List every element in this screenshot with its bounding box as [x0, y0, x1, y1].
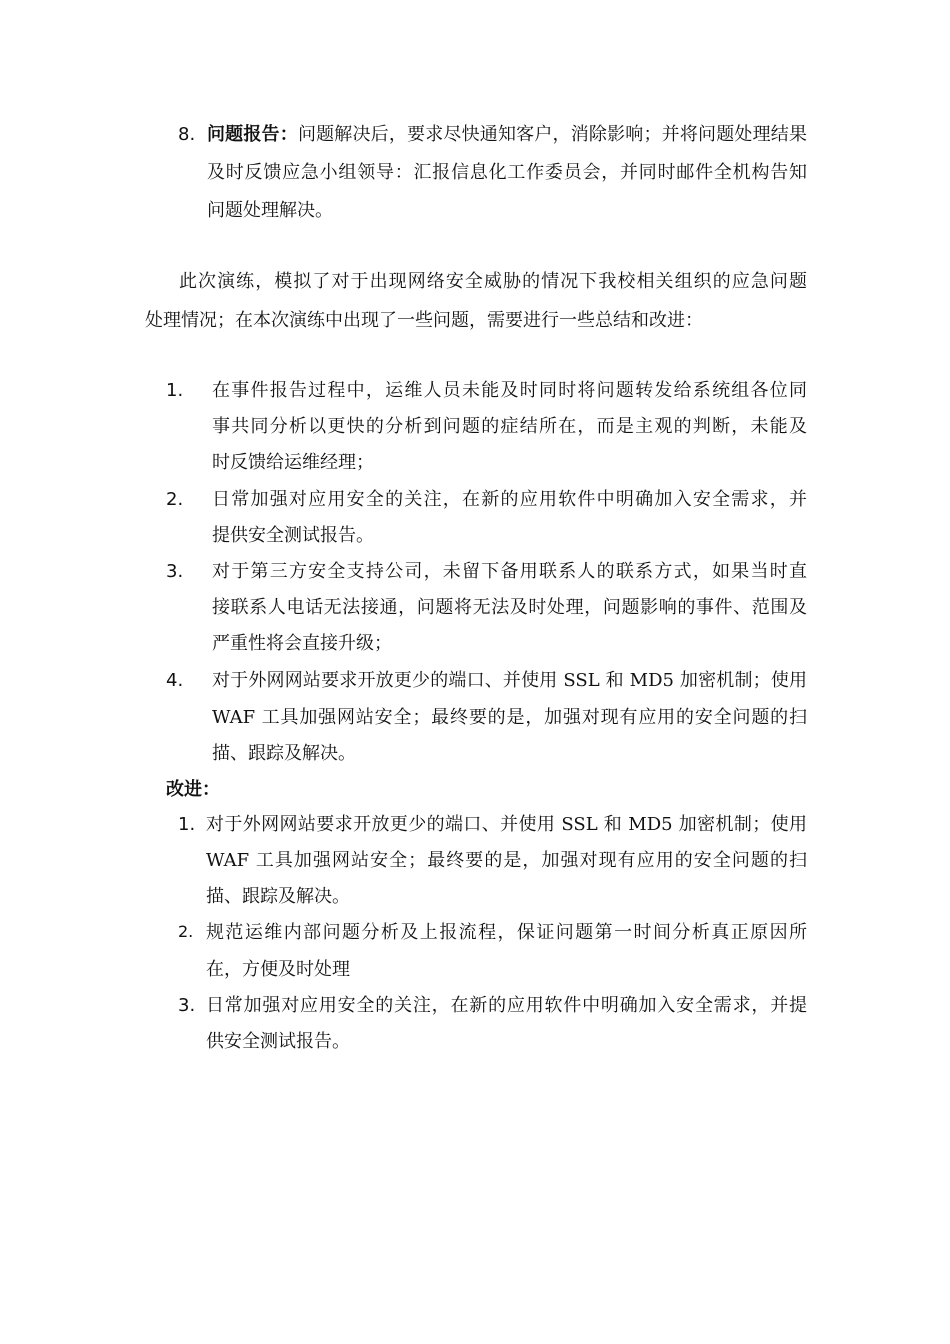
item-8-line-2: 及时反馈应急小组领导：汇报信息化工作委员会，并同时邮件全机构告知	[207, 162, 807, 183]
item-8-title: 问题报告：	[207, 124, 298, 145]
issue-1-line-2: 事共同分析以更快的分析到问题的症结所在，而是主观的判断，未能及	[212, 416, 807, 437]
issue-4-line-2: WAF 工具加强网站安全；最终要的是，加强对现有应用的安全问题的扫	[212, 707, 807, 728]
improvement-2-line-1: 规范运维内部问题分析及上报流程，保证问题第一时间分析真正原因所	[206, 922, 807, 943]
improvement-1-number: 1.	[178, 814, 196, 835]
issue-1-line-3: 时反馈给运维经理；	[212, 452, 374, 473]
issue-2-line-2: 提供安全测试报告。	[212, 525, 374, 546]
improvement-3-line-1: 日常加强对应用安全的关注，在新的应用软件中明确加入安全需求，并提	[206, 995, 807, 1016]
improvement-2-line-2: 在，方便及时处理	[206, 959, 350, 980]
issue-4-line-3: 描、跟踪及解决。	[212, 743, 356, 764]
improvement-3-number: 3.	[178, 995, 196, 1016]
issue-4-number: 4.	[166, 670, 184, 691]
improvement-3-line-2: 供安全测试报告。	[206, 1031, 350, 1052]
item-8-text-1: 问题解决后，要求尽快通知客户，消除影响；并将问题处理结果	[297, 124, 807, 145]
improvements-heading: 改进：	[166, 779, 220, 800]
issue-1-line-1: 在事件报告过程中，运维人员未能及时同时将问题转发给系统组各位同	[212, 380, 807, 401]
issue-3-line-1: 对于第三方安全支持公司，未留下备用联系人的联系方式，如果当时直	[212, 561, 807, 582]
improvement-1-line-3: 描、跟踪及解决。	[206, 886, 350, 907]
item-8-line-3: 问题处理解决。	[207, 200, 333, 221]
issue-3-number: 3.	[166, 561, 184, 582]
item-8-line-1	[207, 124, 807, 146]
summary-line-2: 处理情况；在本次演练中出现了一些问题，需要进行一些总结和改进：	[145, 310, 703, 331]
improvement-2-number: 2.	[178, 922, 194, 941]
issue-2-line-1: 日常加强对应用安全的关注，在新的应用软件中明确加入安全需求，并	[212, 489, 807, 510]
issue-3-line-3: 严重性将会直接升级；	[212, 633, 392, 654]
issue-3-line-2: 接联系人电话无法接通，问题将无法及时处理，问题影响的事件、范围及	[212, 597, 807, 618]
issue-4-line-1: 对于外网网站要求开放更少的端口、并使用 SSL 和 MD5 加密机制；使用	[212, 670, 807, 691]
item-8-number: 8.	[178, 124, 196, 145]
improvement-1-line-2: WAF 工具加强网站安全；最终要的是，加强对现有应用的安全问题的扫	[206, 850, 807, 871]
issue-1-number: 1.	[166, 380, 184, 401]
issue-2-number: 2.	[166, 489, 184, 510]
summary-line-1: 此次演练，模拟了对于出现网络安全威胁的情况下我校相关组织的应急问题	[179, 271, 807, 292]
improvement-1-line-1: 对于外网网站要求开放更少的端口、并使用 SSL 和 MD5 加密机制；使用	[206, 814, 807, 835]
